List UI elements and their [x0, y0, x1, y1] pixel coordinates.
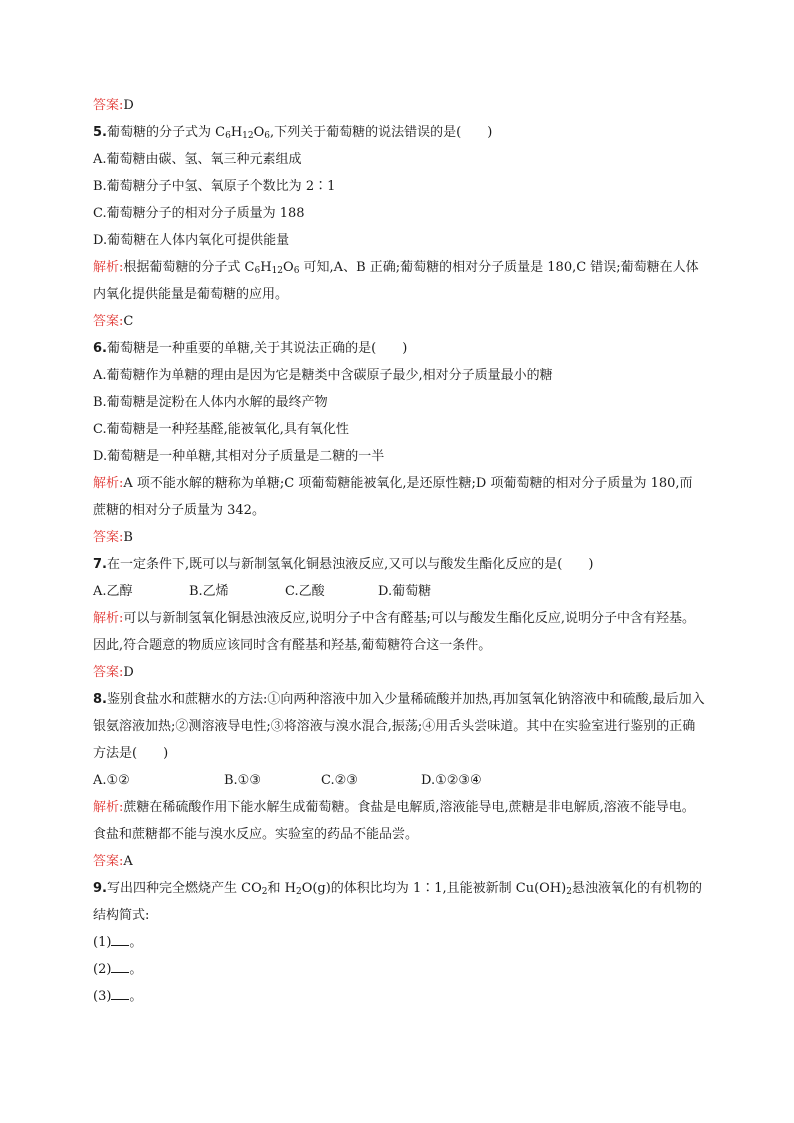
- subscript: 12: [242, 131, 254, 141]
- stem-text: O(g)的体积比均为 1∶1,且能被新制 Cu(OH): [301, 881, 567, 896]
- answer-label: 答案:: [93, 665, 124, 680]
- question-number: 6.: [93, 341, 107, 356]
- explanation-text: 可知,A、B 正确;葡萄糖的相对分子质量是 180,C 错误;葡萄糖在人体内氧化提供能量是葡萄糖的应用。: [93, 260, 699, 302]
- option-c: C.葡萄糖是一种羟基醛,能被氧化,具有氧化性: [93, 422, 349, 437]
- stem-text: 葡萄糖是一种重要的单糖,关于其说法正确的是( ): [106, 341, 408, 356]
- subscript: 2: [295, 887, 302, 897]
- option-c: C.乙酸: [285, 584, 325, 599]
- item-number: (3): [93, 989, 112, 1004]
- question-9-stem: [93, 875, 705, 929]
- question-number: 9.: [93, 881, 107, 896]
- subscript: 2: [261, 887, 268, 897]
- answer-line: [93, 524, 705, 551]
- option-a: A.葡萄糖作为单糖的理由是因为它是糖类中含碳原子最少,相对分子质量最小的糖: [93, 368, 553, 383]
- option-b: B.①③: [224, 773, 261, 788]
- subscript: 12: [271, 266, 284, 276]
- question-7-stem: [93, 551, 705, 578]
- item-number: (1): [93, 935, 112, 950]
- stem-text: 葡萄糖的分子式为 C: [106, 125, 226, 140]
- option-a: A.葡萄糖由碳、氢、氧三种元素组成: [93, 152, 302, 167]
- question-6-stem: [93, 335, 705, 362]
- stem-text: H: [230, 125, 243, 140]
- answer-line: [93, 659, 705, 686]
- subscript: 6: [254, 266, 261, 276]
- explanation-label: 解析:: [93, 800, 124, 815]
- option-b: B.葡萄糖分子中氢、氧原子个数比为 2∶1: [93, 179, 336, 194]
- question-5-stem: [93, 119, 705, 146]
- explanation: [93, 794, 705, 848]
- subscript: 6: [225, 131, 231, 141]
- stem-text: 鉴别食盐水和蔗糖水的方法:①向两种溶液中加入少量稀硫酸并加热,再加氢氧化钠溶液中和硫酸,最后加入银氨溶液加热;②测溶液导电性;③将溶液与溴水混合,振荡;④用舌头尝味道。其中在实验室进行鉴别的正确方法是( ): [93, 692, 705, 761]
- option-c: C.②③: [321, 773, 358, 788]
- question-number: 7.: [93, 557, 107, 572]
- blank-line-3: [93, 983, 705, 1010]
- option-d: D.葡萄糖: [378, 584, 432, 599]
- stem-text: 在一定条件下,既可以与新制氢氧化铜悬浊液反应,又可以与酸发生酯化反应的是( ): [106, 557, 594, 572]
- answer-line: [93, 848, 705, 875]
- explanation-label: 解析:: [93, 611, 124, 626]
- option-c: C.葡萄糖分子的相对分子质量为 188: [93, 206, 305, 221]
- item-number: (2): [93, 962, 112, 977]
- option-d: D.葡萄糖是一种单糖,其相对分子质量是二糖的一半: [93, 449, 385, 464]
- answer-value: D: [123, 665, 134, 680]
- answer-label: 答案:: [93, 314, 124, 329]
- option-a: A.①②: [93, 773, 130, 788]
- question-number: 8.: [93, 692, 107, 707]
- explanation-text: A 项不能水解的糖称为单糖;C 项葡萄糖能被氧化,是还原性糖;D 项葡萄糖的相对分子质量为 180,而蔗糖的相对分子质量为 342。: [93, 476, 693, 518]
- period: 。: [129, 935, 143, 950]
- period: 。: [129, 989, 143, 1004]
- answer-blank[interactable]: [111, 931, 129, 946]
- stem-text: 写出四种完全燃烧产生 CO: [106, 881, 262, 896]
- blank-line-1: [93, 929, 705, 956]
- answer-line: [93, 92, 705, 119]
- answer-value: C: [123, 314, 134, 329]
- answer-value: B: [123, 530, 133, 545]
- options-row: [93, 578, 705, 605]
- options-row: [93, 767, 705, 794]
- question-number: 5.: [93, 125, 107, 140]
- explanation-text: 可以与新制氢氧化铜悬浊液反应,说明分子中含有醛基;可以与酸发生酯化反应,说明分子中含有羟基。因此,符合题意的物质应该同时含有醛基和羟基,葡萄糖符合这一条件。: [93, 611, 696, 653]
- period: 。: [129, 962, 143, 977]
- stem-text: 悬浊液氧化的有机物的结构简式:: [93, 881, 702, 923]
- question-8-stem: [93, 686, 705, 767]
- answer-label: 答案:: [93, 98, 124, 113]
- answer-value: A: [123, 854, 133, 869]
- explanation-text: O: [283, 260, 294, 275]
- subscript: 6: [293, 266, 300, 276]
- answer-label: 答案:: [93, 854, 124, 869]
- stem-text: ,下列关于葡萄糖的说法错误的是( ): [270, 125, 493, 140]
- explanation: [93, 470, 705, 524]
- explanation: [93, 605, 705, 659]
- explanation: [93, 254, 705, 308]
- answer-line: [93, 308, 705, 335]
- subscript: 2: [566, 887, 572, 897]
- explanation-label: 解析:: [93, 476, 124, 491]
- explanation-text: H: [260, 260, 272, 275]
- explanation-label: 解析:: [93, 260, 124, 275]
- explanation-text: 根据葡萄糖的分子式 C: [123, 260, 255, 275]
- subscript: 6: [264, 131, 271, 141]
- explanation-text: 蔗糖在稀硫酸作用下能水解生成葡萄糖。食盐是电解质,溶液能导电,蔗糖是非电解质,溶液不能导电。食盐和蔗糖都不能与溴水反应。实验室的药品不能品尝。: [93, 800, 695, 842]
- stem-text: 和 H: [267, 881, 296, 896]
- stem-text: O: [253, 125, 265, 140]
- option-d: D.葡萄糖在人体内氧化可提供能量: [93, 233, 290, 248]
- answer-label: 答案:: [93, 530, 124, 545]
- document-page: [93, 92, 705, 1010]
- blank-line-2: [93, 956, 705, 983]
- answer-blank[interactable]: [111, 958, 129, 973]
- option-b: B.葡萄糖是淀粉在人体内水解的最终产物: [93, 395, 328, 410]
- option-a: A.乙醇: [93, 584, 133, 599]
- option-d: D.①②③④: [421, 773, 482, 788]
- answer-blank[interactable]: [111, 985, 129, 1000]
- answer-value: D: [123, 98, 134, 113]
- option-b: B.乙烯: [189, 584, 229, 599]
